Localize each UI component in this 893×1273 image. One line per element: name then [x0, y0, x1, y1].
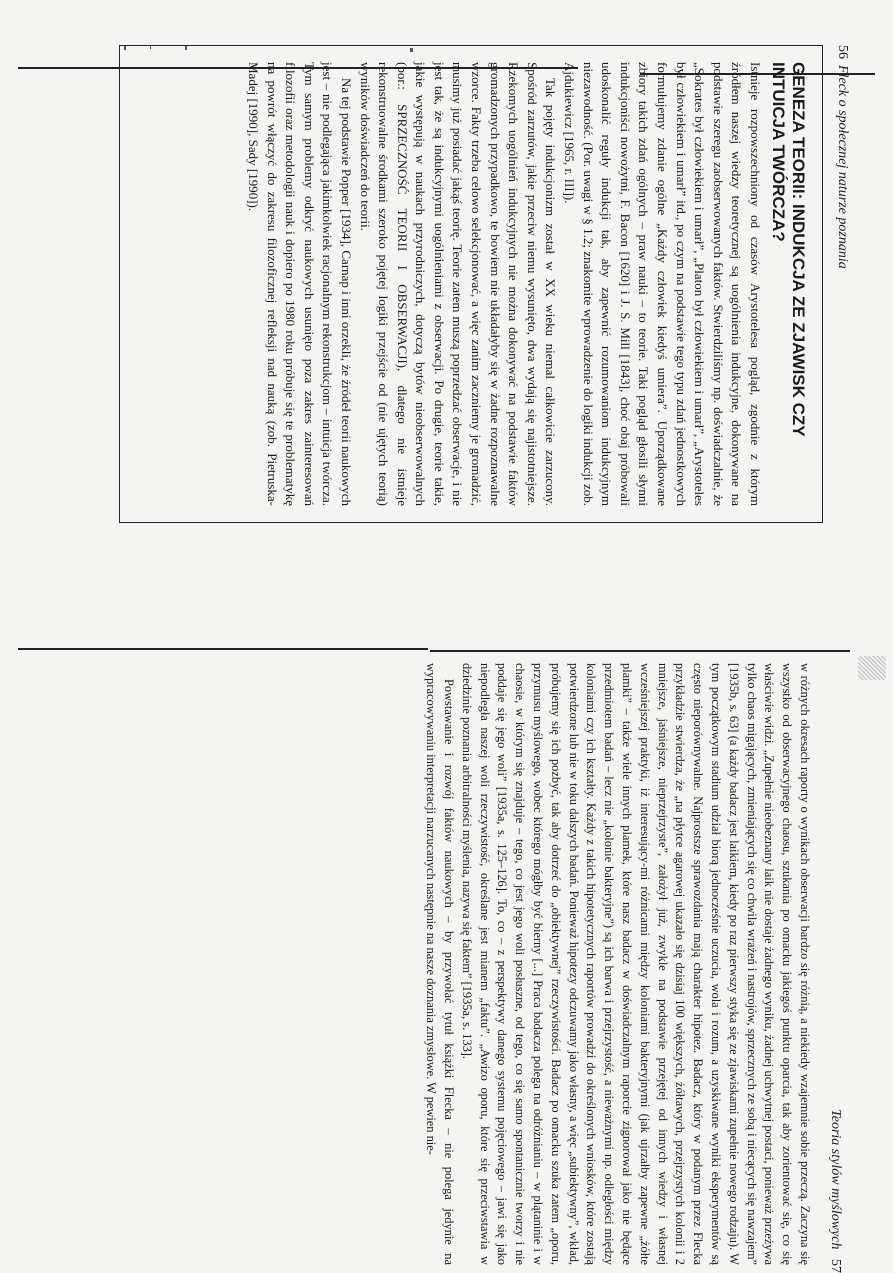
right-body-column	[421, 663, 813, 1265]
right-running-head	[827, 1109, 843, 1273]
right-running-title: Teoria stylów myślowych	[828, 1109, 843, 1250]
gutter-rule-left	[18, 648, 428, 650]
box-heading: GENEZA TEORII: INDUKCJA ZE ZJAWISK CZY INTUICJA TWÓRCZA?	[769, 62, 808, 437]
box-paragraph: Istnieje rozpowszechniony od czasów Arystotelesa pogląd, zgodnie z którym źródłem naszej wiedzy teoretycznej są uogólnienia indukcyjne, dokonywane na podstawie szeregu zaobserwowanych faktów. Stwierdziliśmy np. doświadczalnie, że „Sokrates był człowiekiem i umarł”, „Platon był człowiekiem i umarł”, „Arystoteles był człowiekiem i umarł” itd., po czym na podstawie tego typu zdań jednostkowych formułujemy zdanie ogólne „Każdy człowiek kiedyś umiera”. Uporządkowane zbiory takich zdań ogólnych – praw nauki – to teorie. Taki pogląd głosili słynni indukcjoniści nowożytni, F. Bacon [1620] i J. S. Mill [1843], choć obaj próbowali udoskonalić reguły indukcji tak, aby zapewnić rozumowaniom indukcyjnym niezawodność. (Por. uwagi w § 1.2; znakomite wprowadzenie do logiki indukcji zob. Ajdukiewicz [1965, r. III]).	[562, 62, 763, 506]
left-running-title: Fleck o społecznej naturze poznania	[835, 65, 850, 269]
left-page-number: 56	[835, 45, 850, 59]
body-paragraph: Powstawanie i rozwój faktów naukowych – by przywołać tytuł książki Flecka – nie polega jedynie na wypracowywaniu interpretacji narzucanych następnie na nasze doznania zmysłowe. W pewien nie-	[424, 663, 457, 1265]
body-paragraph: w różnych okresach raporty o wynikach obserwacji bardzo się różnią, a niekiedy wzajemnie sobie przeczą. Zaczyna się wszystko od obserwacyjnego chaosu, szukania po omacku jakiegoś punktu oparcia, tak aby zorientować się, co się właściwie widzi. „Zupełnie nieobeznany laik nie dostaje żadnego wyniku, żadnej uchwytnej postaci, ponieważ przeżywa tylko chaos migających, zmieniających się co chwila wrażeń i nastrojów, sprzecznych ze sobą i niecących się nawzajem” [1935b, s. 63] (a każdy badacz jest laikiem, kiedy po raz pierwszy styka się ze zjawiskami zupełnie nowego rodzaju). W tym początkowym stadium udział biorą jednocześnie uczucia, wola i rozum, a uzyskiwane wyniki eksperymentów są często nieporównywalne. Najprostsze sprawozdania mają charakter hipotez. Badacz, który w podanym przez Flecka przykładzie stwierdza, że „na płytce agarowej ukazało się dzisiaj 100 większych, żółtawych, przejrzystych kolonii i 2 mniejsze, jaśniejsze, nieprzejrzyste”, założył już, zwykle na podstawie przejętej od innych wiedzy i własnej wcześniejszej praktyki, iż interesujący-mi różnicami między koloniami bakteryjnymi (jak ujrzałby zapewne „żółte plamki” – także wiele innych plamek, które nasz badacz w doświadczalnym raporcie zignorował jako nie będące przedmiotem badań – lecz nie „kolonie bakteryjne”) są ich barwa i przejrzystość, a nieważnymi np. odległości między koloniami czy ich kształty. Każdy z takich hipotetycznych raportów prowadzi do określonych wniosków, które zostają potwierdzone lub nie w toku dalszych badań. Ponieważ hipotezy odczuwamy jako własny, a więc „subiektywny”, wkład, próbujemy się ich pozbyć, tak aby dotrzeć do „obiektywnej” rzeczywistości. Badacz po omacku szuka zatem „oporu, przymusu myślowego, wobec którego mógłby być bierny [...] Praca badacza polega na odróżnianiu – w plątaninie i w chaosie, w którym się znajduje – tego, co jest jego woli posłuszne, od tego, co się samo spontanicznie tworzy i nie poddaje się jego woli” [1935a, s. 125–126]. To, co – z perspektywy danego systemu pojęciowego – jawi się jako niepodległa naszej woli rzeczywistość, określane jest mianem „faktu”. „Awizo oporu, które się przeciwstawia w dziedzinie poznania arbitralności myślenia, nazywa się faktem” [1935a, s. 133].	[459, 663, 812, 1265]
box-paragraph: Tak pojęty indukcjonizm został w XX wieku niemal całkowicie zarzucony. Spośród zarzutów, jakie przeciw niemu wysunięto, dwa wydają się najistotniejsze. Rzekomych uogólnień indukcyjnych nie można dokonywać na podstawie faktów gromadzonych przypadkowo, te bowiem nie układałyby się w żadne rozpoznawalne wzorce. Fakty trzeba celowo selekcjonować, a więc zanim zaczniemy je gromadzić, musimy już posiadać jakąś teorię. Teorie zatem muszą poprzedzać obserwacje, i nie jest tak, że są indukcyjnymi uogólnieniami z obserwacji. Po drugie, teorie takie, jakie występują w naukach przyrodniczych, dotyczą bytów nieobserwowalnych (por.: SPRZECZNOŚĆ TEORII I OBSERWACJI), dlatego nie istnieje rekonstruowalne środkami szeroko pojętej logiki przejście od (nie ujętych teorią) wyników doświadczeń do teorii.	[357, 62, 559, 506]
theory-genesis-box	[119, 45, 823, 523]
gutter-rule-right	[430, 650, 850, 652]
box-paragraph: Na tej podstawie Popper [1934], Carnap i inni orzekli, że źródeł teorii naukowych jest – nie podlegająca jakimkolwiek racjonalnym rekonstrukcjom – intuicja twórcza. Tym samym problemy odkryć naukowych usunięto poza zakres zainteresowań filozofii oraz metodologii nauk i dopiero po 1980 roku próbuje się te problematykę na powrót włączyć do zakresu filozoficznej refleksji nad nauką (zob. Pietruska-Madej [1990], Sady [1990]).	[245, 62, 354, 506]
right-page	[123, 663, 843, 1273]
left-page	[130, 45, 850, 648]
gutter-noise	[858, 656, 886, 680]
right-page-number: 57	[828, 1259, 843, 1273]
left-running-head	[834, 45, 850, 269]
